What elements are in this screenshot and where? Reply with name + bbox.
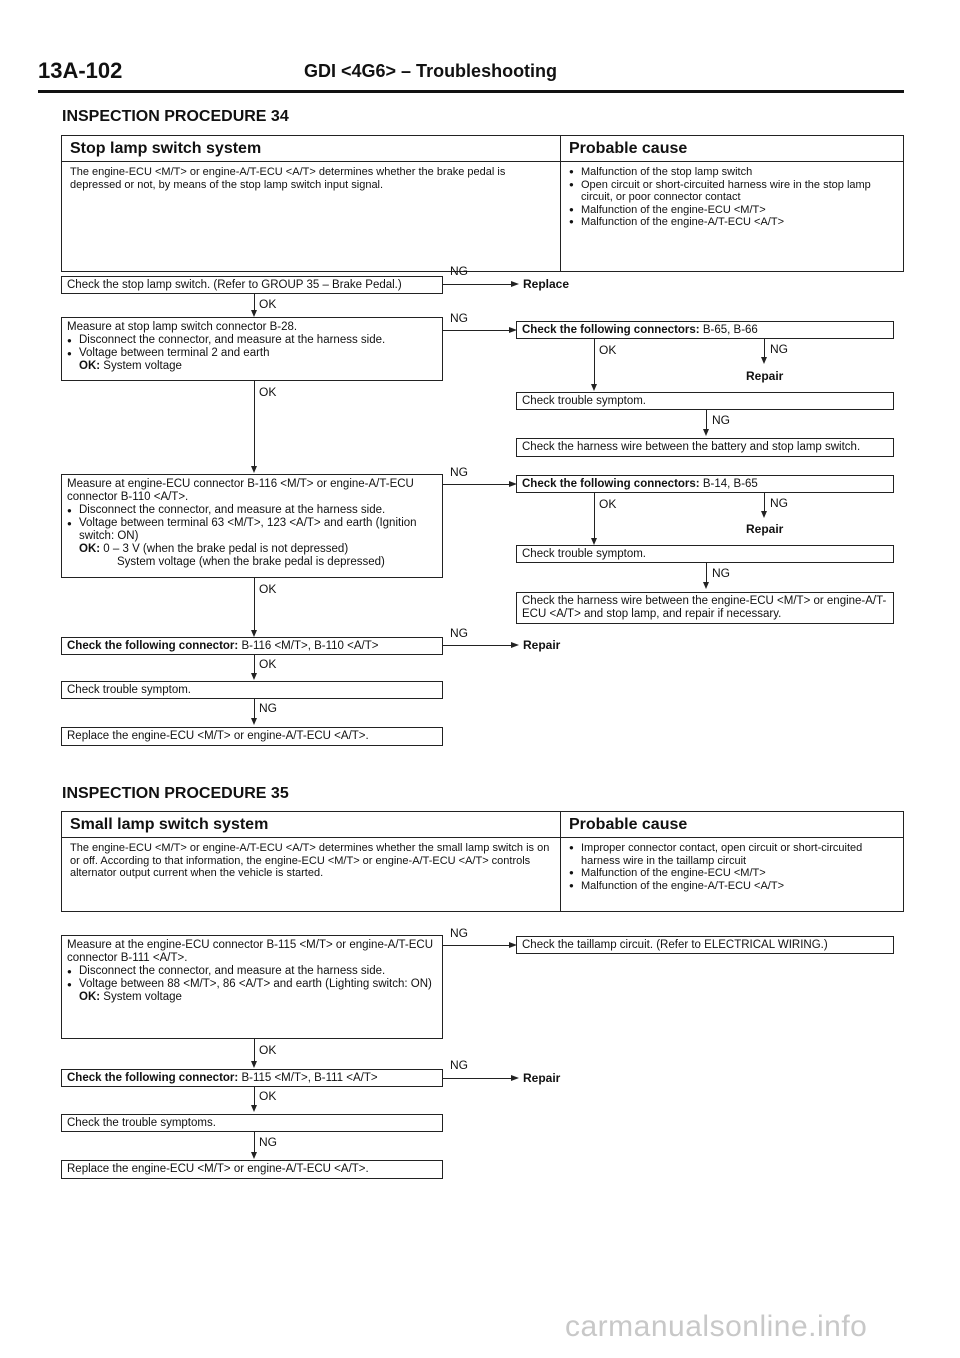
proc34-step3-box — [61, 474, 443, 578]
connector-check-value: B-65, B-66 — [702, 324, 758, 336]
connector-line — [764, 339, 765, 357]
list-item: ● Malfunction of the stop lamp switch — [569, 166, 895, 179]
ng-label: NG — [712, 566, 730, 580]
ng-label: NG — [259, 701, 277, 715]
connector-line — [254, 578, 255, 632]
connector-line — [764, 493, 765, 511]
watermark: carmanualsonline.info — [565, 1310, 868, 1343]
connector-line — [254, 655, 255, 675]
proc34-step3-repair: Repair — [746, 522, 784, 536]
proc34-cause-table — [61, 135, 904, 272]
arrow-down-icon — [591, 538, 597, 545]
header-rule — [38, 90, 904, 93]
ng-label: NG — [450, 465, 468, 479]
ng-label: NG — [450, 626, 468, 640]
ok-criteria-value: 0 – 3 V (when the brake pedal is not depressed) — [103, 543, 349, 555]
arrow-down-icon — [591, 384, 597, 391]
connector-check-value: B-14, B-65 — [702, 478, 758, 490]
ng-label: NG — [450, 926, 468, 940]
arrow-down-icon — [251, 310, 257, 317]
connector-line — [254, 1087, 255, 1107]
ok-label: OK — [259, 385, 277, 399]
list-item: ● Improper connector contact, open circuit or short-circuited harness wire in the taillamp circuit — [569, 842, 895, 867]
proc35-step1-title: Measure at the engine-ECU connector B-115 <M/T> or engine-A/T-ECU connector B-111 <A/T>. — [67, 939, 434, 964]
proc34-step2-ng-box — [516, 321, 894, 339]
proc35-step2-ng-result: Repair — [523, 1071, 561, 1085]
list-item: ● Voltage between 88 <M/T>, 86 <A/T> and earth (Lighting switch: ON) — [67, 978, 437, 991]
proc34-step1-ng-result: Replace — [523, 277, 570, 291]
connector-check-value: B-115 <M/T>, B-111 <A/T> — [241, 1072, 378, 1084]
connector-line — [443, 284, 513, 285]
proc35-causes — [561, 838, 903, 896]
connector-line — [254, 699, 255, 720]
proc35-description: The engine-ECU <M/T> or engine-A/T-ECU <A/T> determines whether the small lamp switch is on or off. According to that information, the engine-ECU <M/T> or engine-A/T-ECU <A/T> controls alternator output current when the vehicle is started. — [70, 842, 550, 879]
connector-line — [443, 484, 511, 485]
proc34-step3-ng-box — [516, 475, 894, 493]
proc34-step4-box — [61, 637, 443, 655]
proc35-step3-box: Check the trouble symptoms. — [61, 1114, 443, 1132]
list-item: ● Disconnect the connector, and measure at the harness side. — [67, 965, 437, 978]
arrow-right-icon — [511, 642, 519, 648]
connector-line — [443, 645, 513, 646]
proc34-step3-trouble-box: Check trouble symptom. — [516, 545, 894, 563]
connector-check-label: Check the following connectors: — [522, 478, 700, 490]
page-code: 13A-102 — [38, 58, 123, 83]
connector-line — [443, 330, 511, 331]
ng-label: NG — [770, 496, 788, 510]
proc34-step2-harness-box: Check the harness wire between the battery and stop lamp switch. — [516, 438, 894, 457]
proc35-cause-table — [61, 811, 904, 912]
proc35-step1-box — [61, 935, 443, 1039]
proc34-left-title: Stop lamp switch system — [62, 136, 560, 162]
proc34-step2-title: Measure at stop lamp switch connector B-28. — [67, 321, 298, 333]
connector-check-value: B-116 <M/T>, B-110 <A/T> — [241, 640, 379, 652]
list-item: ● Open circuit or short-circuited harness wire in the stop lamp circuit, or poor connector contact — [569, 179, 895, 204]
arrow-down-icon — [251, 630, 257, 637]
ng-label: NG — [450, 1058, 468, 1072]
list-item: ● Malfunction of the engine-A/T-ECU <A/T> — [569, 216, 895, 229]
page-title: GDI <4G6> – Troubleshooting — [304, 61, 558, 81]
proc34-step5-box: Check trouble symptom. — [61, 681, 443, 699]
proc34-heading: INSPECTION PROCEDURE 34 — [62, 108, 289, 125]
arrow-down-icon — [761, 511, 767, 518]
proc34-step2-repair: Repair — [746, 369, 784, 383]
list-item: ● Voltage between terminal 63 <M/T>, 123 <A/T> and earth (Ignition switch: ON) — [67, 517, 437, 543]
connector-line — [443, 1078, 513, 1079]
connector-check-label: Check the following connector: — [67, 1072, 239, 1084]
arrow-down-icon — [251, 1105, 257, 1112]
proc35-step4-box: Replace the engine-ECU <M/T> or engine-A/T-ECU <A/T>. — [61, 1160, 443, 1179]
arrow-down-icon — [703, 429, 709, 436]
list-item: ● Voltage between terminal 2 and earth — [67, 347, 437, 360]
proc34-step6-box: Replace the engine-ECU <M/T> or engine-A/T-ECU <A/T>. — [61, 727, 443, 746]
proc35-left-title: Small lamp switch system — [62, 812, 560, 838]
proc35-step2-box — [61, 1069, 443, 1087]
arrow-right-icon — [511, 281, 519, 287]
ng-label: NG — [259, 1135, 277, 1149]
ok-criteria-value: System voltage — [103, 360, 182, 372]
ok-label: OK — [259, 582, 277, 596]
ok-label: OK — [599, 497, 617, 511]
ok-criteria-label: OK: — [79, 991, 101, 1003]
connector-line — [594, 339, 595, 384]
ok-criteria-label: OK: — [79, 543, 101, 555]
proc35-step1-ng-box: Check the taillamp circuit. (Refer to ELECTRICAL WIRING.) — [516, 936, 894, 954]
arrow-down-icon — [251, 673, 257, 680]
list-item: ● Malfunction of the engine-ECU <M/T> — [569, 867, 895, 880]
ok-criteria-value: System voltage (when the brake pedal is depressed) — [117, 556, 385, 568]
arrow-down-icon — [251, 1061, 257, 1068]
list-item: ● Disconnect the connector, and measure at the harness side. — [67, 334, 437, 347]
proc35-right-title: Probable cause — [561, 812, 903, 838]
proc34-step2-box — [61, 317, 443, 381]
connector-line — [443, 945, 511, 946]
connector-line — [706, 563, 707, 584]
proc34-step3-title: Measure at engine-ECU connector B-116 <M/T> or engine-A/T-ECU connector B-110 <A/T>. — [67, 478, 414, 503]
connector-line — [254, 1039, 255, 1063]
ok-label: OK — [259, 657, 277, 671]
arrow-down-icon — [703, 582, 709, 589]
ok-label: OK — [259, 1043, 277, 1057]
proc34-causes — [561, 162, 903, 233]
ok-criteria-label: OK: — [79, 360, 101, 372]
proc34-description: The engine-ECU <M/T> or engine-A/T-ECU <A/T> determines whether the brake pedal is depressed or not, by means of the stop lamp switch input signal. — [70, 166, 506, 191]
connector-check-label: Check the following connectors: — [522, 324, 700, 336]
proc34-step4-ng-result: Repair — [523, 638, 561, 652]
connector-check-label: Check the following connector: — [67, 640, 239, 652]
arrow-down-icon — [251, 466, 257, 473]
ng-label: NG — [770, 342, 788, 356]
list-item: ● Malfunction of the engine-ECU <M/T> — [569, 204, 895, 217]
proc34-step3-harness-box: Check the harness wire between the engine-ECU <M/T> or engine-A/T-ECU <A/T> and stop lamp, and repair if necessary. — [516, 592, 894, 624]
arrow-right-icon — [511, 1075, 519, 1081]
connector-line — [706, 410, 707, 431]
connector-line — [254, 381, 255, 468]
ok-criteria-value: System voltage — [103, 991, 182, 1003]
connector-line — [594, 493, 595, 539]
ng-label: NG — [712, 413, 730, 427]
list-item: ● Malfunction of the engine-A/T-ECU <A/T> — [569, 880, 895, 893]
proc34-right-title: Probable cause — [561, 136, 903, 162]
list-item: ● Disconnect the connector, and measure at the harness side. — [67, 504, 437, 517]
arrow-down-icon — [251, 1152, 257, 1159]
ng-label: NG — [450, 311, 468, 325]
proc34-step2-trouble-box: Check trouble symptom. — [516, 392, 894, 410]
ok-label: OK — [259, 297, 277, 311]
ok-label: OK — [259, 1089, 277, 1103]
proc35-heading: INSPECTION PROCEDURE 35 — [62, 785, 289, 802]
proc34-step1-box: Check the stop lamp switch. (Refer to GROUP 35 – Brake Pedal.) — [61, 276, 443, 294]
ng-label: NG — [450, 264, 468, 278]
arrow-down-icon — [251, 718, 257, 725]
arrow-down-icon — [761, 357, 767, 364]
connector-line — [254, 1132, 255, 1154]
ok-label: OK — [599, 343, 617, 357]
